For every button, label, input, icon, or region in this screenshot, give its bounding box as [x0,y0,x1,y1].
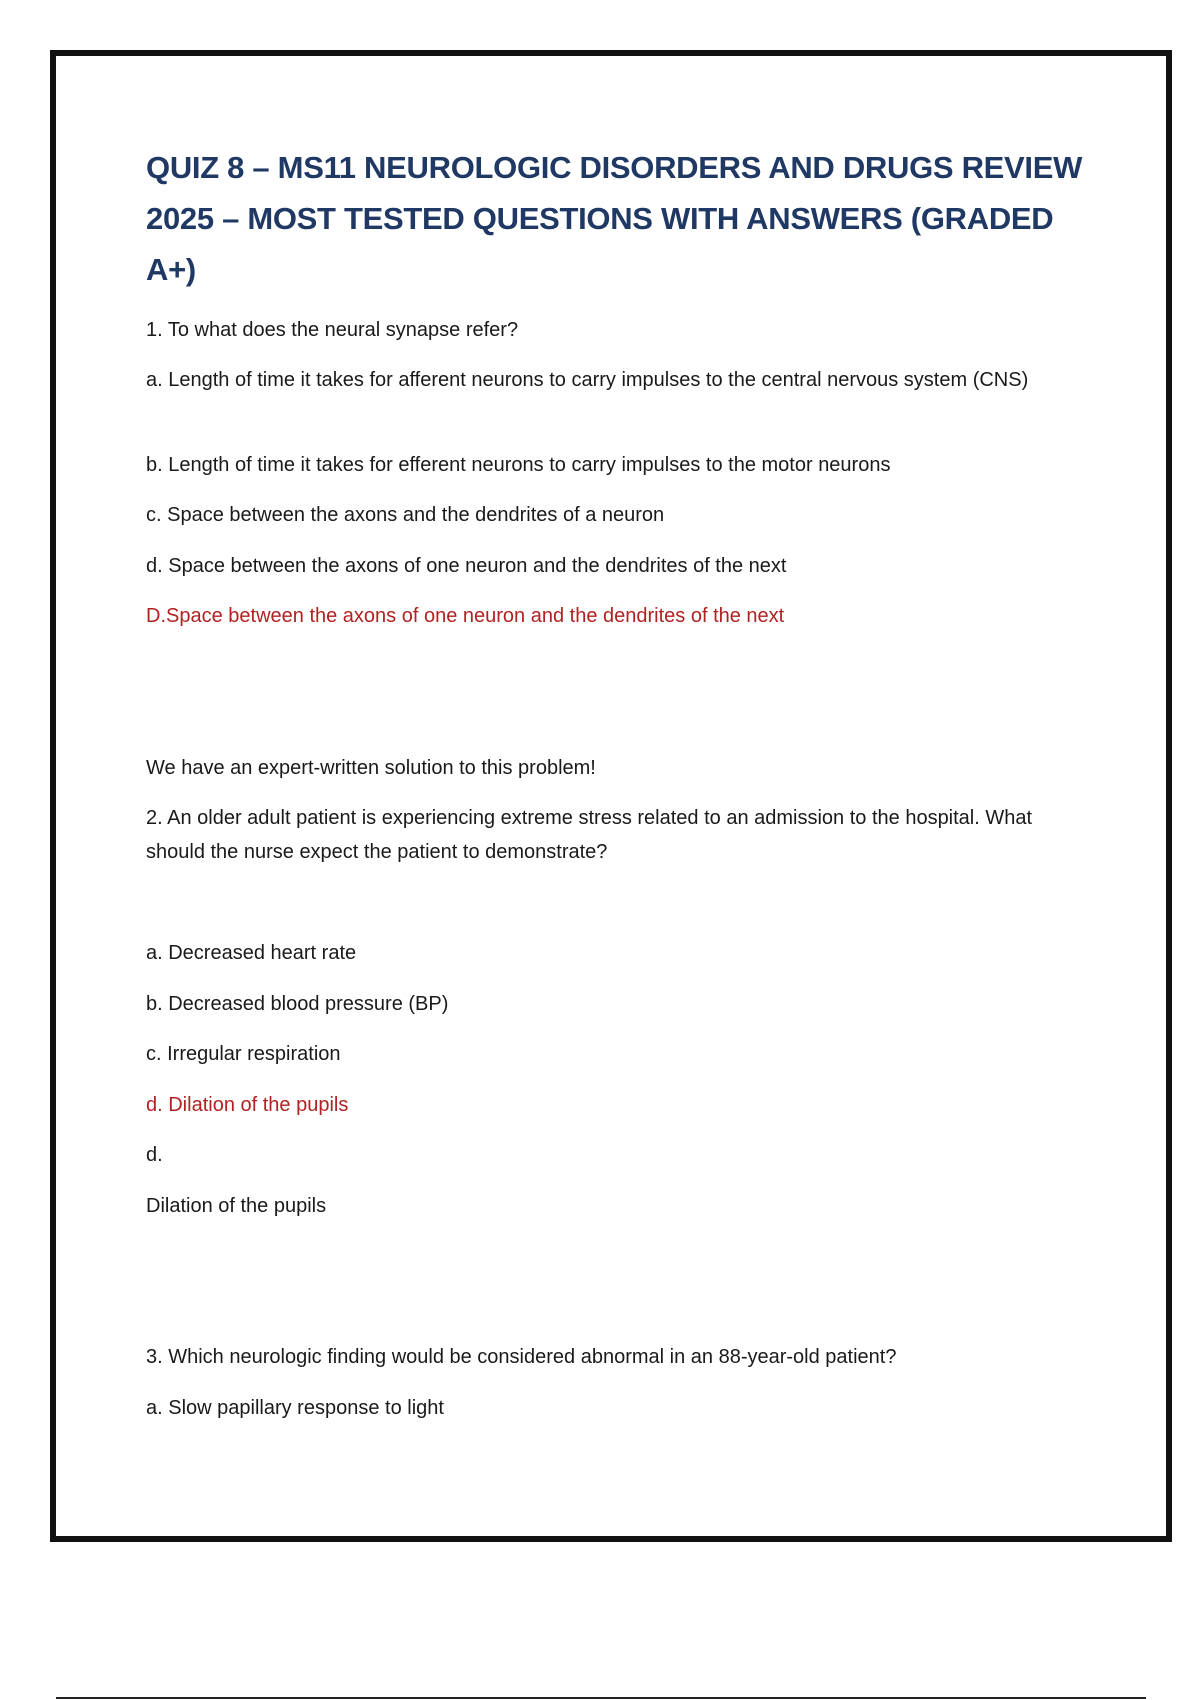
question-1: 1. To what does the neural synapse refer? [146,319,519,341]
question-2-answer-letter: d. [146,1144,163,1166]
question-1-option-c: c. Space between the axons and the dendrites of a neuron [146,504,665,526]
question-1-answer: D.Space between the axons of one neuron and the dendrites of the next [146,605,785,627]
question-2-option-a: a. Decreased heart rate [146,942,357,964]
question-2: 2. An older adult patient is experiencing extreme stress related to an admission to the hospital. What should the nurse expect the patient to demonstrate? [146,807,1033,863]
question-2-option-c: c. Irregular respiration [146,1043,341,1065]
question-1-option-b: b. Length of time it takes for efferent neurons to carry impulses to the motor neurons [146,454,891,476]
question-1-option-d: d. Space between the axons of one neuron and the dendrites of the next [146,555,787,577]
expert-solution-note: We have an expert-written solution to this problem! [146,757,596,779]
question-3-option-a: a. Slow papillary response to light [146,1397,444,1419]
question-3: 3. Which neurologic finding would be considered abnormal in an 88-year-old patient? [146,1346,897,1368]
page-title: QUIZ 8 – MS11 NEUROLOGIC DISORDERS AND DRUGS REVIEW 2025 – MOST TESTED QUESTIONS WITH ANSWERS (GRADED A+) [146,150,1083,287]
question-2-answer-text: Dilation of the pupils [146,1195,327,1217]
question-2-option-b: b. Decreased blood pressure (BP) [146,993,449,1015]
question-2-option-d: d. Dilation of the pupils [146,1094,349,1116]
question-1-option-a: a. Length of time it takes for afferent neurons to carry impulses to the central nervous system (CNS) [146,369,1029,391]
footer-divider [56,1697,1146,1699]
